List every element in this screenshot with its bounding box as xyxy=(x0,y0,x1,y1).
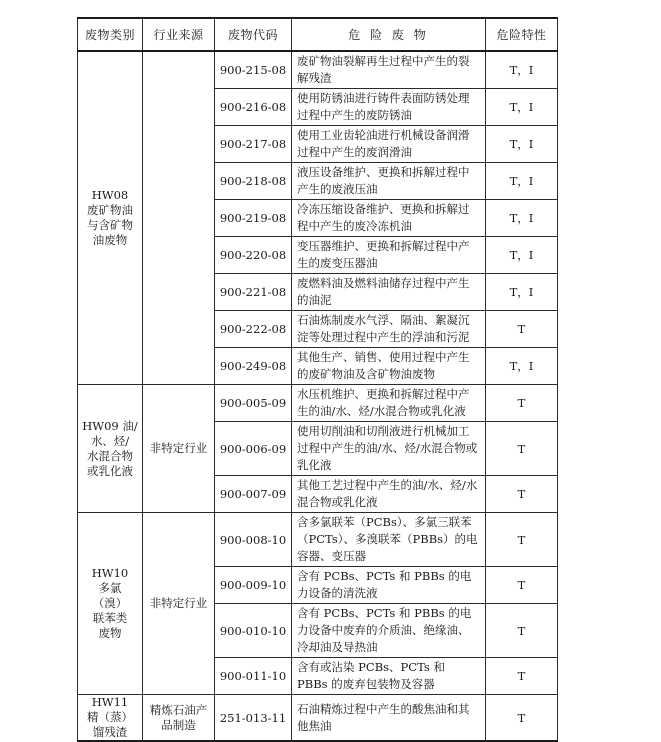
waste-description: 使用工业齿轮油进行机械设备润滑过程中产生的废润滑油 xyxy=(292,126,486,163)
table-row xyxy=(78,385,558,422)
waste-code: 900-219-08 xyxy=(215,200,292,237)
hazard-property: T xyxy=(486,658,558,695)
category-cell-hw08: HW08 废矿物油 与含矿物 油废物 xyxy=(78,51,143,385)
waste-code: 900-215-08 xyxy=(215,51,292,89)
hazardous-waste-table xyxy=(77,17,558,742)
hazard-property: T xyxy=(486,385,558,422)
industry-cell-hw09: 非特定行业 xyxy=(143,385,215,513)
header-code: 废物代码 xyxy=(215,18,292,51)
hazard-property: T，I xyxy=(486,348,558,385)
waste-description: 其他工艺过程中产生的油/水、烃/水混合物或乳化液 xyxy=(292,476,486,513)
waste-code: 900-222-08 xyxy=(215,311,292,348)
industry-cell-hw11: 精炼石油产 品制造 xyxy=(143,695,215,742)
category-cell-hw09: HW09 油/ 水、烃/ 水混合物 或乳化液 xyxy=(78,385,143,513)
waste-code: 900-249-08 xyxy=(215,348,292,385)
waste-description: 其他生产、销售、使用过程中产生的废矿物油及含矿物油废物 xyxy=(292,348,486,385)
header-hazard: 危险特性 xyxy=(486,18,558,51)
waste-description: 含有或沾染 PCBs、PCTs 和 PBBs 的废弃包装物及容器 xyxy=(292,658,486,695)
waste-description: 石油精炼过程中产生的酸焦油和其他焦油 xyxy=(292,695,486,742)
category-cell-hw10: HW10 多氯（溴） 联苯类 废物 xyxy=(78,513,143,695)
waste-description: 液压设备维护、更换和拆解过程中产生的废液压油 xyxy=(292,163,486,200)
waste-code: 900-221-08 xyxy=(215,274,292,311)
hazard-property: T，I xyxy=(486,89,558,126)
waste-description: 变压器维护、更换和拆解过程中产生的废变压器油 xyxy=(292,237,486,274)
waste-code: 900-217-08 xyxy=(215,126,292,163)
waste-description: 含有 PCBs、PCTs 和 PBBs 的电力设备的清洗液 xyxy=(292,567,486,604)
waste-code: 900-216-08 xyxy=(215,89,292,126)
hazard-property: T，I xyxy=(486,51,558,89)
hazard-property: T，I xyxy=(486,126,558,163)
waste-description: 冷冻压缩设备维护、更换和拆解过程中产生的废冷冻机油 xyxy=(292,200,486,237)
waste-code: 900-010-10 xyxy=(215,604,292,658)
waste-description: 石油炼制废水气浮、隔油、絮凝沉淀等处理过程中产生的浮油和污泥 xyxy=(292,311,486,348)
waste-code: 900-008-10 xyxy=(215,513,292,567)
hazard-property: T，I xyxy=(486,237,558,274)
industry-cell-hw08 xyxy=(143,51,215,385)
table-row xyxy=(78,51,558,89)
waste-description: 废矿物油裂解再生过程中产生的裂解残渣 xyxy=(292,51,486,89)
hazard-property: T xyxy=(486,513,558,567)
waste-code: 900-011-10 xyxy=(215,658,292,695)
waste-description: 使用切削油和切削液进行机械加工过程中产生的油/水、烃/水混合物或乳化液 xyxy=(292,422,486,476)
hazard-property: T xyxy=(486,567,558,604)
waste-code: 900-005-09 xyxy=(215,385,292,422)
header-row xyxy=(78,18,558,51)
waste-code: 900-220-08 xyxy=(215,237,292,274)
waste-description: 含有 PCBs、PCTs 和 PBBs 的电力设备中废弃的介质油、绝缘油、冷却油及导热油 xyxy=(292,604,486,658)
hazard-property: T xyxy=(486,476,558,513)
hazard-property: T xyxy=(486,422,558,476)
industry-cell-hw10: 非特定行业 xyxy=(143,513,215,695)
header-category: 废物类别 xyxy=(78,18,143,51)
hazardous-waste-table-sheet xyxy=(77,17,557,739)
hazard-property: T，I xyxy=(486,163,558,200)
waste-description: 水压机维护、更换和拆解过程中产生的油/水、烃/水混合物或乳化液 xyxy=(292,385,486,422)
header-industry: 行业来源 xyxy=(143,18,215,51)
hazard-property: T xyxy=(486,311,558,348)
waste-description: 含多氯联苯（PCBs）、多氯三联苯（PCTs）、多溴联苯（PBBs）的电容器、变压器 xyxy=(292,513,486,567)
waste-code: 900-009-10 xyxy=(215,567,292,604)
waste-description: 废燃料油及燃料油储存过程中产生的油泥 xyxy=(292,274,486,311)
waste-code: 900-007-09 xyxy=(215,476,292,513)
waste-description: 使用防锈油进行铸件表面防锈处理过程中产生的废防锈油 xyxy=(292,89,486,126)
category-cell-hw11: HW11 精（蒸） 馏残渣 xyxy=(78,695,143,742)
hazard-property: T，I xyxy=(486,200,558,237)
waste-code: 900-218-08 xyxy=(215,163,292,200)
table-row xyxy=(78,695,558,742)
waste-code: 900-006-09 xyxy=(215,422,292,476)
hazard-property: T xyxy=(486,604,558,658)
table-row xyxy=(78,513,558,567)
waste-code: 251-013-11 xyxy=(215,695,292,742)
hazard-property: T xyxy=(486,695,558,742)
hazard-property: T，I xyxy=(486,274,558,311)
header-description: 危 险 废 物 xyxy=(292,18,486,51)
